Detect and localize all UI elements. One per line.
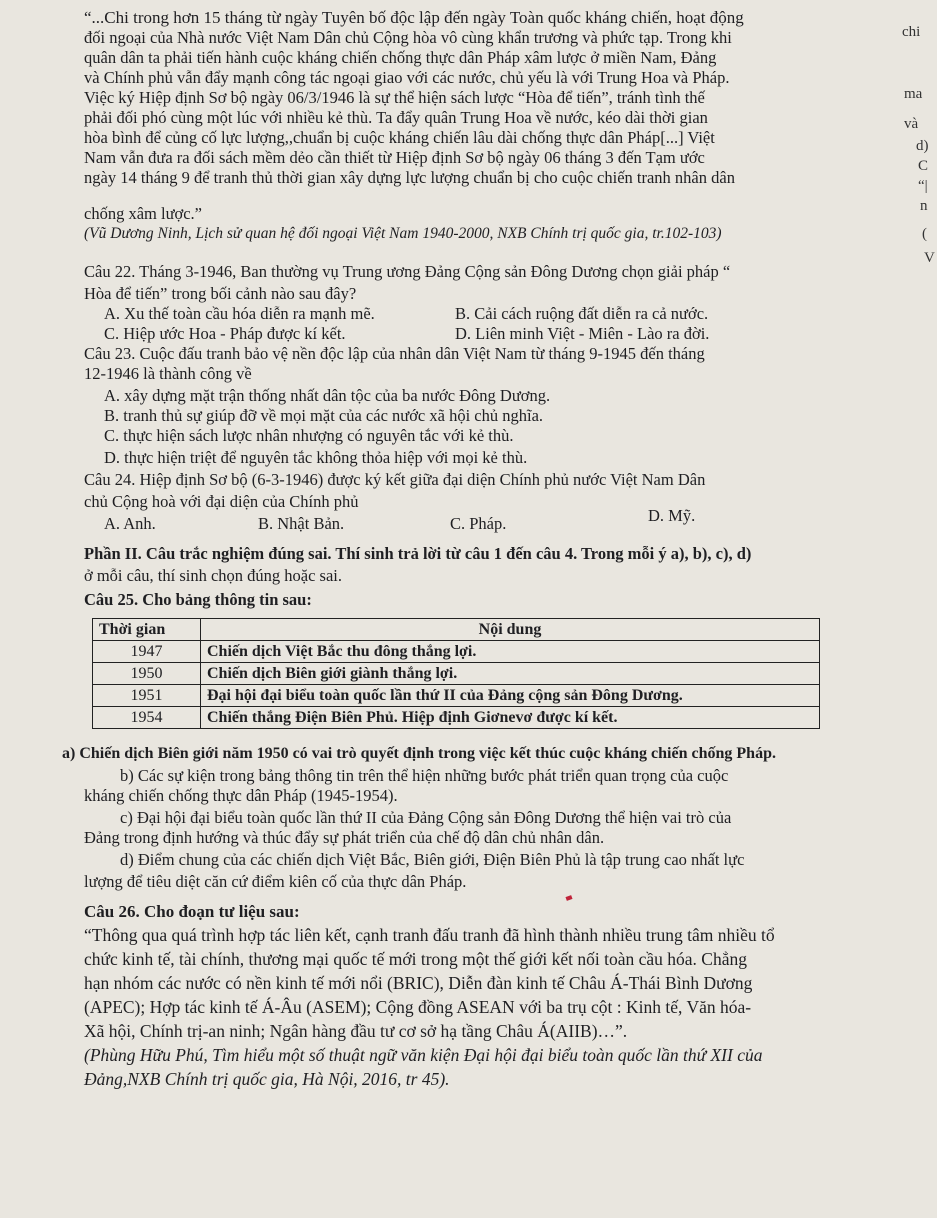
q26-quote-line-4: (APEC); Hợp tác kinh tế Á-Âu (ASEM); Cộng đồng ASEAN với ba trụ cột : Kinh tế, Văn hóa- <box>84 997 752 1017</box>
q25-caption: Câu 25. Cho bảng thông tin sau: <box>84 590 316 610</box>
q24-option-c: C. Pháp. <box>450 514 507 533</box>
q26-quote-line-2: chức kinh tế, tài chính, thương mại quốc tế mới trong một thế giới kết nối toàn cầu hóa. Chẳng <box>84 949 747 969</box>
q26-source-line-1: (Phùng Hữu Phú, Tìm hiểu một số thuật ngữ văn kiện Đại hội đại biểu toàn quốc lần thứ XII của <box>84 1045 763 1065</box>
q25-statement-b-line-2: kháng chiến chống thực dân Pháp (1945-1954). <box>84 786 398 805</box>
edge-text-8: ( <box>922 226 927 242</box>
part2-instruction: ở mỗi câu, thí sinh chọn đúng hoặc sai. <box>84 566 343 585</box>
q23-option-a: A. xây dựng mặt trận thống nhất dân tộc của ba nước Đông Dương. <box>104 386 551 405</box>
q23-option-b: B. tranh thủ sự giúp đỡ về mọi mặt của các nước xã hội chủ nghĩa. <box>104 406 544 425</box>
row-year: 1951 <box>93 685 201 707</box>
q25-statement-c-line-2: Đảng trong định hướng và thúc đẩy sự phát triển của chế độ dân chủ nhân dân. <box>84 828 605 847</box>
quote-source: (Vũ Dương Ninh, Lịch sử quan hệ đối ngoại Việt Nam 1940-2000, NXB Chính trị quốc gia, tr.102-103) <box>84 225 722 242</box>
table-row <box>93 641 820 663</box>
table-row <box>93 663 820 685</box>
q23-stem-line-1: Câu 23. Cuộc đấu tranh bảo vệ nền độc lập của nhân dân Việt Nam từ tháng 9-1945 đến tháng <box>84 344 705 363</box>
row-content: Đại hội đại biểu toàn quốc lần thứ II của Đảng cộng sản Đông Dương. <box>201 685 820 707</box>
row-content: Chiến thắng Điện Biên Phủ. Hiệp định Giơnevơ được kí kết. <box>201 707 820 729</box>
quote-line-9: ngày 14 tháng 9 để tranh thủ thời gian xây dựng lực lượng chuẩn bị cho cuộc chiến tranh nhân dân <box>84 168 735 187</box>
q24-stem-line-2: chủ Cộng hoà với đại diện của Chính phủ <box>84 492 359 511</box>
q22-option-c: C. Hiệp ước Hoa - Pháp được kí kết. <box>104 324 346 343</box>
q22-option-d: D. Liên minh Việt - Miên - Lào ra đời. <box>455 324 710 343</box>
edge-text-6: “| <box>918 178 928 194</box>
row-year: 1954 <box>93 707 201 729</box>
q23-option-c: C. thực hiện sách lược nhân nhượng có nguyên tắc với kẻ thù. <box>104 426 514 445</box>
q25-statement-d-line-2: lượng để tiêu diệt căn cứ điểm kiên cố của thực dân Pháp. <box>84 872 467 891</box>
edge-text-3: và <box>904 116 919 132</box>
q26-source-line-2: Đảng,NXB Chính trị quốc gia, Hà Nội, 2016, tr 45). <box>84 1069 450 1089</box>
q25-statement-a: a) Chiến dịch Biên giới năm 1950 có vai trò quyết định trong việc kết thúc cuộc kháng chiến chống Pháp. <box>62 745 776 762</box>
q24-option-a: A. Anh. <box>104 514 156 533</box>
q24-option-d: D. Mỹ. <box>648 506 696 525</box>
quote-line-7: hòa bình để củng cố lực lượng,,chuẩn bị cuộc kháng chiến lâu dài chống thực dân Pháp[...] Việt <box>84 128 715 147</box>
part2-heading: Phần II. Câu trắc nghiệm đúng sai. Thí sinh trả lời từ câu 1 đến câu 4. Trong mỗi ý a), b), c), d) <box>84 544 752 563</box>
quote-line-4: và Chính phủ vẫn đẩy mạnh công tác ngoại giao với các nước, chủ yếu là với Trung Hoa và Pháp. <box>84 68 730 87</box>
q25-statement-c-line-1: c) Đại hội đại biểu toàn quốc lần thứ II của Đảng Cộng sản Đông Dương thể hiện vai trò của <box>120 808 732 827</box>
q22-stem-line-1: Câu 22. Tháng 3-1946, Ban thường vụ Trung ương Đảng Cộng sản Đông Dương chọn giải pháp “ <box>84 262 731 281</box>
q24-stem-line-1: Câu 24. Hiệp định Sơ bộ (6-3-1946) được ký kết giữa đại diện Chính phủ nước Việt Nam Dân <box>84 470 706 489</box>
q26-title: Câu 26. Cho đoạn tư liệu sau: <box>84 902 300 921</box>
q23-stem-line-2: 12-1946 là thành công về <box>84 364 252 383</box>
q22-option-a: A. Xu thế toàn cầu hóa diễn ra mạnh mẽ. <box>104 304 375 323</box>
q25-statement-d-line-1: d) Điểm chung của các chiến dịch Việt Bắc, Biên giới, Điện Biên Phủ là tập trung cao nhất lực <box>120 850 745 869</box>
row-content: Chiến dịch Biên giới giành thắng lợi. <box>201 663 820 685</box>
quote-line-3: quân dân ta phải tiến hành cuộc kháng chiến chống thực dân Pháp xâm lược ở miền Nam, Đảng <box>84 48 717 67</box>
table-row <box>93 685 820 707</box>
edge-text-9: V <box>924 250 935 266</box>
edge-text-7: n <box>920 198 928 214</box>
quote-line-6: phải đối phó cùng một lúc với nhiều kẻ thù. Ta đẩy quân Trung Hoa về nước, kéo dài thời gian <box>84 108 708 127</box>
ink-mark <box>565 895 572 901</box>
edge-text-5: C <box>918 158 929 174</box>
table-row <box>93 707 820 729</box>
edge-text-1: chi <box>902 24 921 40</box>
quote-line-10: chống xâm lược.” <box>84 204 203 223</box>
q26-quote-line-5: Xã hội, Chính trị-an ninh; Ngân hàng đầu tư cơ sở hạ tầng Châu Á(AIIB)…”. <box>84 1021 628 1041</box>
quote-line-1: “...Chi trong hơn 15 tháng từ ngày Tuyên bố độc lập đến ngày Toàn quốc kháng chiến, hoạt động <box>84 8 744 27</box>
q24-option-b: B. Nhật Bản. <box>258 514 345 533</box>
quote-line-2: đối ngoại của Nhà nước Việt Nam Dân chủ Cộng hòa vô cùng khẩn trương và phức tạp. Trong khi <box>84 28 732 47</box>
edge-text-2: ma <box>904 86 923 102</box>
q25-info-table <box>92 618 820 729</box>
q26-quote-line-3: hạn nhóm các nước có nền kinh tế mới nổi (BRIC), Diễn đàn kinh tế Châu Á-Thái Bình Dương <box>84 973 753 993</box>
table-header-row <box>93 619 820 641</box>
header-content: Nội dung <box>201 619 820 641</box>
row-content: Chiến dịch Việt Bắc thu đông thắng lợi. <box>201 641 820 663</box>
row-year: 1950 <box>93 663 201 685</box>
edge-text-4: d) <box>916 138 929 154</box>
header-time: Thời gian <box>93 619 201 641</box>
q25-statement-b-line-1: b) Các sự kiện trong bảng thông tin trên thể hiện những bước phát triển quan trọng của cuộc <box>120 766 729 785</box>
quote-line-8: Nam vẫn đưa ra đối sách mềm dẻo cần thiết từ Hiệp định Sơ bộ ngày 06 tháng 3 đến Tạm ước <box>84 148 705 167</box>
q22-stem-line-2: Hòa để tiến” trong bối cảnh nào sau đây? <box>84 284 357 303</box>
q26-quote-line-1: “Thông qua quá trình hợp tác liên kết, cạnh tranh đấu tranh đã hình thành nhiều trung tâm nhiều tổ <box>84 925 775 945</box>
row-year: 1947 <box>93 641 201 663</box>
q23-option-d: D. thực hiện triệt để nguyên tắc không thỏa hiệp với mọi kẻ thù. <box>104 448 528 467</box>
quote-line-5: Việc ký Hiệp định Sơ bộ ngày 06/3/1946 là sự thể hiện sách lược “Hòa để tiến”, tránh tình thế <box>84 88 705 107</box>
q22-option-b: B. Cải cách ruộng đất diễn ra cả nước. <box>455 304 709 323</box>
